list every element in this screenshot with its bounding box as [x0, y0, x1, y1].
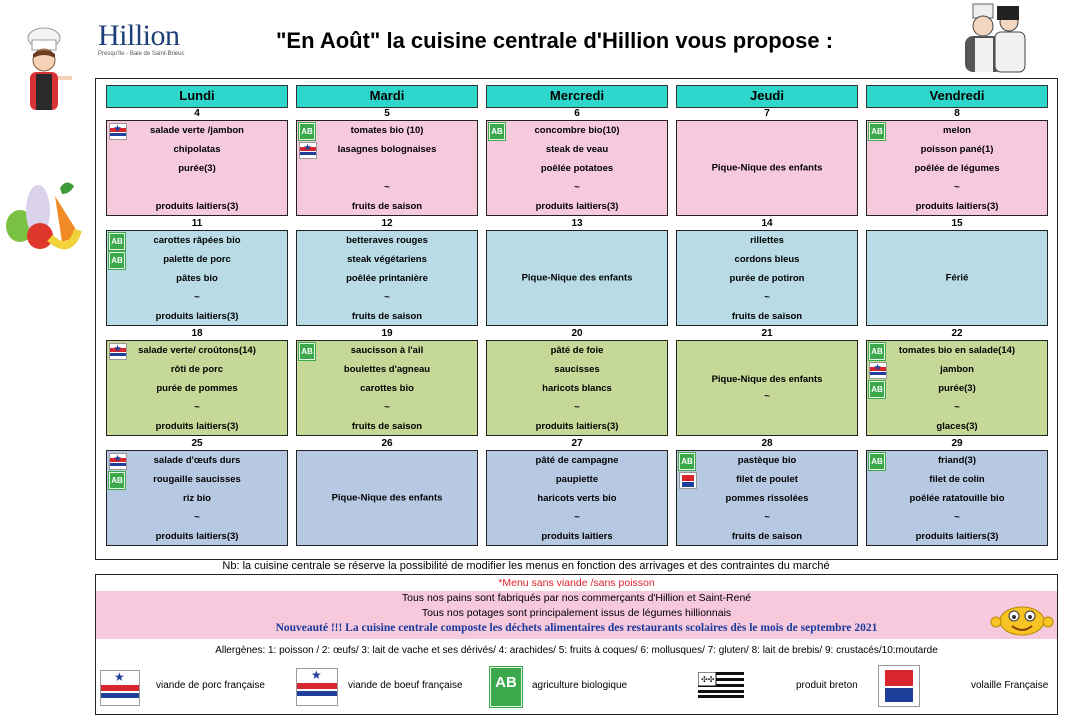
- legend-label-boeuf: viande de boeuf française: [348, 680, 463, 691]
- menu-item: ~: [194, 292, 200, 303]
- menu-cell-jeudi-7: [676, 120, 858, 216]
- menu-cell-lundi-4: [106, 120, 288, 216]
- legend-label-breton: produit breton: [796, 680, 858, 691]
- menu-item: haricots blancs: [542, 383, 612, 394]
- day-number: 26: [381, 438, 393, 449]
- menu-item: ~: [954, 402, 960, 413]
- menu-item: carottes râpées bio: [153, 235, 241, 246]
- menu-note: [677, 163, 857, 174]
- boeuf-francais-icon: ★: [299, 142, 317, 159]
- chefs-illustration: [945, 0, 1030, 78]
- menu-item: filet de colin: [929, 474, 985, 485]
- day-number: 21: [761, 328, 773, 339]
- dessert-item: produits laitiers(3): [915, 201, 999, 212]
- smiley-illustration: [990, 604, 1054, 638]
- agriculture-bio-icon: AB: [109, 252, 125, 269]
- day-header-vendredi: Vendredi: [866, 85, 1048, 108]
- menu-item: salade d'œufs durs: [153, 455, 241, 466]
- menu-cell-mercredi-13: [486, 230, 668, 326]
- menu-note-text: Pique-Nique des enfants: [711, 374, 823, 385]
- day-number: 6: [574, 108, 580, 119]
- menu-cell-mercredi-20: [486, 340, 668, 436]
- menu-item: ~: [764, 292, 770, 303]
- menu-item: haricots verts bio: [537, 493, 617, 504]
- legend-label-volaille: volaille Française: [971, 680, 1049, 691]
- logo-subtitle: Presqu'île - Baie de Saint-Brieuc: [98, 51, 185, 57]
- day-number: 27: [571, 438, 583, 449]
- menu-cell-lundi-25: [106, 450, 288, 546]
- menu-item: poêlée ratatouille bio: [909, 493, 1005, 504]
- day-number: 19: [381, 328, 393, 339]
- dessert-item: fruits de saison: [731, 531, 803, 542]
- day-number: 5: [384, 108, 390, 119]
- dessert-item: produits laitiers(3): [155, 531, 239, 542]
- volaille-francaise-icon: [679, 472, 697, 489]
- menu-item: salade verte /jambon: [150, 125, 244, 136]
- menu-item: melon: [943, 125, 971, 136]
- menu-item: ~: [764, 512, 770, 523]
- menu-item: [297, 162, 477, 175]
- menu-cell-mercredi-27: [486, 450, 668, 546]
- menu-item: poisson pané(1): [920, 144, 994, 155]
- menu-item: ~: [954, 182, 960, 193]
- menu-item: purée(3): [938, 383, 976, 394]
- day-number: 11: [191, 218, 203, 229]
- dessert-item: fruits de saison: [351, 201, 423, 212]
- dessert-item: produits laitiers(3): [155, 311, 239, 322]
- legend-box: [95, 574, 1058, 715]
- menu-cell-mardi-12: [296, 230, 478, 326]
- menu-item: ~: [384, 402, 390, 413]
- porc-francais-icon: ★: [109, 123, 127, 140]
- agriculture-bio-icon: AB: [299, 343, 315, 360]
- page-title: "En Août" la cuisine centrale d'Hillion vous propose :: [276, 28, 834, 53]
- menu-note-text: Pique-Nique des enfants: [521, 272, 633, 284]
- menu-item: concombre bio(10): [534, 125, 620, 136]
- day-number: 7: [764, 108, 770, 119]
- menu-item: pâtes bio: [176, 273, 218, 284]
- day-number: 14: [761, 218, 773, 229]
- day-number: 29: [951, 438, 963, 449]
- agriculture-bio-icon: AB: [490, 667, 522, 707]
- menu-note-text: Férié: [945, 272, 969, 284]
- agriculture-bio-icon: AB: [679, 453, 695, 470]
- menu-item: purée de potiron: [729, 273, 805, 284]
- menu-cell-vendredi-15: [866, 230, 1048, 326]
- menu-item: ~: [574, 182, 580, 193]
- svg-text:✣✣: ✣✣: [701, 675, 715, 684]
- menu-note: [487, 273, 667, 284]
- day-number: 18: [191, 328, 203, 339]
- menu-note-tilde: ~: [764, 391, 770, 402]
- menu-item: paupiette: [555, 474, 599, 485]
- menu-item: palette de porc: [163, 254, 231, 265]
- menu-item: rôti de porc: [170, 364, 224, 375]
- soups-note: Tous nos potages sont principalement issus de légumes hillionnais: [421, 607, 732, 619]
- day-header-mardi: Mardi: [296, 85, 478, 108]
- menu-item: ~: [954, 512, 960, 523]
- day-number: 4: [194, 108, 200, 119]
- dessert-item: produits laitiers(3): [535, 201, 619, 212]
- vegetarian-note: *Menu sans viande /sans poisson: [498, 577, 655, 589]
- day-number: 12: [381, 218, 393, 229]
- porc-francais-icon: ★: [109, 343, 127, 360]
- menu-item: [107, 181, 287, 194]
- menu-item: ~: [574, 512, 580, 523]
- dessert-item: produits laitiers(3): [535, 421, 619, 432]
- menu-item: poêlée printanière: [346, 273, 428, 284]
- menu-note-text: Pique-Nique des enfants: [711, 162, 823, 174]
- menu-item: steak végétariens: [347, 254, 427, 265]
- menu-note: [297, 493, 477, 504]
- legend-label-bio: agriculture biologique: [532, 680, 628, 691]
- agriculture-bio-icon: AB: [869, 453, 885, 470]
- menu-cell-jeudi-14: [676, 230, 858, 326]
- menu-note-text: Pique-Nique des enfants: [331, 492, 443, 504]
- menu-item: jambon: [940, 364, 974, 375]
- menu-item: chipolatas: [173, 144, 221, 155]
- legend-label-porc: viande de porc française: [156, 680, 265, 691]
- menu-item: rillettes: [750, 235, 784, 246]
- menu-item: tomates bio (10): [350, 125, 424, 136]
- chef-illustration: [14, 24, 76, 114]
- menu-cell-mardi-26: [296, 450, 478, 546]
- menu-cell-vendredi-8: [866, 120, 1048, 216]
- dessert-item: produits laitiers(3): [155, 421, 239, 432]
- day-number: 13: [571, 218, 583, 229]
- porc-francais-icon: ★: [869, 362, 887, 379]
- menu-item: lasagnes bolognaises: [337, 144, 437, 155]
- menu-item: boulettes d'agneau: [343, 364, 431, 375]
- menu-item: ~: [194, 402, 200, 413]
- day-number: 20: [571, 328, 583, 339]
- agriculture-bio-icon: AB: [869, 381, 885, 398]
- breton-flag-icon: [698, 672, 744, 698]
- menu-item: saucisses: [554, 364, 600, 375]
- menu-cell-mercredi-6: [486, 120, 668, 216]
- dessert-item: glaces(3): [936, 421, 978, 432]
- dessert-item: fruits de saison: [351, 421, 423, 432]
- menu-item: carottes bio: [360, 383, 414, 394]
- menu-cell-jeudi-28: [676, 450, 858, 546]
- boeuf-francais-icon: ★: [296, 668, 338, 706]
- logo-text: Hillion: [98, 19, 180, 52]
- menu-item: friand(3): [938, 455, 976, 466]
- novelty-note: Nouveauté !!! La cuisine centrale composte les déchets alimentaires des restaurants scolaires dès le mois de septembre 2021: [275, 622, 878, 634]
- menu-note: [867, 273, 1047, 284]
- menu-item: ~: [194, 512, 200, 523]
- bread-note: Tous nos pains sont fabriqués par nos commerçants d'Hillion et Saint-René: [401, 592, 752, 604]
- menu-item: tomates bio en salade(14): [898, 345, 1016, 356]
- agriculture-bio-icon: AB: [299, 123, 315, 140]
- menu-cell-mardi-19: [296, 340, 478, 436]
- agriculture-bio-icon: AB: [869, 123, 885, 140]
- day-header-lundi: Lundi: [106, 85, 288, 108]
- menu-cell-jeudi-21: [676, 340, 858, 436]
- disclaimer-note: Nb: la cuisine centrale se réserve la possibilité de modifier les menus en fonction des arrivages et des contraintes du marché: [222, 560, 830, 572]
- menu-cell-vendredi-22: [866, 340, 1048, 436]
- dessert-item: produits laitiers(3): [915, 531, 999, 542]
- menu-item: steak de veau: [545, 144, 609, 155]
- day-number: 28: [761, 438, 773, 449]
- menu-item: ~: [384, 292, 390, 303]
- menu-item: poêlée potatoes: [540, 163, 614, 174]
- day-header-jeudi: Jeudi: [676, 85, 858, 108]
- menu-item: pâté de campagne: [535, 455, 619, 466]
- agriculture-bio-icon: AB: [109, 233, 125, 250]
- menu-item: salade verte/ croûtons(14): [138, 345, 256, 356]
- day-header-mercredi: Mercredi: [486, 85, 668, 108]
- menu-cell-vendredi-29: [866, 450, 1048, 546]
- menu-cell-lundi-18: [106, 340, 288, 436]
- menu-note: [677, 374, 857, 402]
- vegetables-illustration: [0, 176, 90, 258]
- menu-item: pâté de foie: [550, 345, 604, 356]
- menu-item: betteraves rouges: [346, 235, 428, 246]
- agriculture-bio-icon: AB: [109, 472, 125, 489]
- menu-item: purée(3): [178, 163, 216, 174]
- menu-item: cordons bleus: [734, 254, 800, 265]
- agriculture-bio-icon: AB: [489, 123, 505, 140]
- menu-item: purée de pommes: [156, 383, 238, 394]
- dessert-item: produits laitiers: [541, 531, 613, 542]
- day-number: 8: [954, 108, 960, 119]
- hillion-logo: [98, 19, 208, 62]
- menu-item: rougaille saucisses: [153, 474, 241, 485]
- menu-item: riz bio: [183, 493, 211, 504]
- menu-item: poêlée de légumes: [914, 163, 1000, 174]
- menu-item: filet de poulet: [736, 474, 798, 485]
- dessert-item: fruits de saison: [351, 311, 423, 322]
- allergens-note: Allergènes: 1: poisson / 2: œufs/ 3: lait de vache et ses dérivés/ 4: arachides/ 5: fruits à coques/ 6: mollusques/ 7: gluten/ 8: lait de brebis/ 9: crustacés/10:moutarde: [215, 645, 938, 656]
- porc-francais-icon: ★: [100, 670, 140, 706]
- menu-cell-mardi-5: [296, 120, 478, 216]
- menu-item: pastèque bio: [737, 455, 797, 466]
- menu-cell-lundi-11: [106, 230, 288, 326]
- menu-item: pommes rissolées: [725, 493, 809, 504]
- menu-item: ~: [574, 402, 580, 413]
- porc-francais-icon: ★: [109, 453, 127, 470]
- day-number: 15: [951, 218, 963, 229]
- dessert-item: produits laitiers(3): [155, 201, 239, 212]
- agriculture-bio-icon: AB: [869, 343, 885, 360]
- dessert-item: fruits de saison: [731, 311, 803, 322]
- day-number: 25: [191, 438, 203, 449]
- menu-item: ~: [384, 182, 390, 193]
- day-number: 22: [951, 328, 963, 339]
- menu-item: saucisson à l'ail: [350, 345, 424, 356]
- volaille-francaise-icon: [878, 665, 920, 707]
